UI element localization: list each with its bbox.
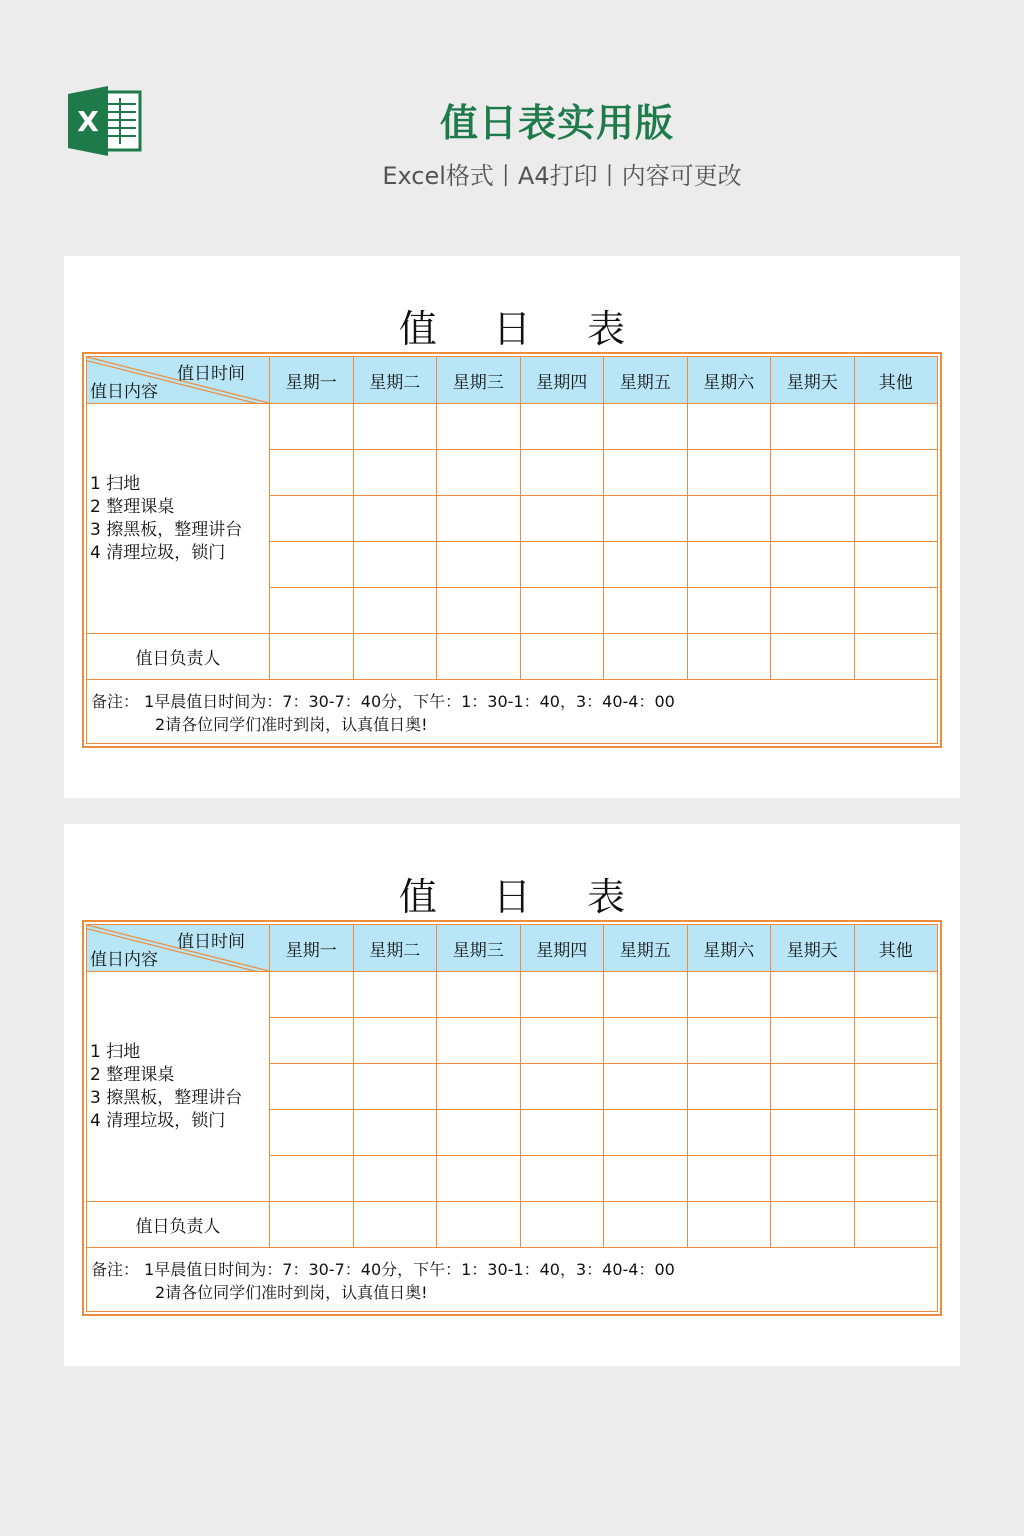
corner-content-label: 值日内容 — [90, 382, 158, 402]
duty-cell[interactable] — [687, 542, 771, 588]
duty-cell[interactable] — [353, 1156, 437, 1202]
duty-table-frame — [82, 920, 942, 1316]
day-header: 星期五 — [604, 925, 688, 972]
duty-cell[interactable] — [437, 542, 521, 588]
duty-cell[interactable] — [520, 450, 604, 496]
responsible-row — [87, 634, 938, 680]
duty-cell[interactable] — [604, 404, 688, 450]
responsible-cell[interactable] — [687, 634, 771, 680]
duty-cell[interactable] — [353, 1018, 437, 1064]
day-header: 星期二 — [353, 357, 437, 404]
duty-cell[interactable] — [604, 972, 688, 1018]
day-header: 星期六 — [687, 925, 771, 972]
duty-cell[interactable] — [353, 404, 437, 450]
duty-cell[interactable] — [771, 496, 855, 542]
table-header-row — [87, 357, 938, 404]
responsible-cell[interactable] — [520, 634, 604, 680]
duty-cell[interactable] — [604, 1064, 688, 1110]
duty-cell[interactable] — [270, 588, 354, 634]
duty-cell[interactable] — [437, 1156, 521, 1202]
duty-cell[interactable] — [854, 496, 938, 542]
duty-cell[interactable] — [604, 588, 688, 634]
duty-cell[interactable] — [854, 588, 938, 634]
corner-time-label: 值日时间 — [177, 364, 245, 384]
duty-cell[interactable] — [604, 1018, 688, 1064]
duty-table — [86, 924, 938, 1312]
duty-cell[interactable] — [437, 450, 521, 496]
duty-cell[interactable] — [604, 1156, 688, 1202]
duty-cell[interactable] — [353, 1110, 437, 1156]
duty-cell[interactable] — [771, 588, 855, 634]
task-list-cell — [87, 404, 270, 634]
duty-cell[interactable] — [771, 972, 855, 1018]
sheet-title: 值 日 表 — [398, 307, 648, 351]
responsible-cell[interactable] — [353, 634, 437, 680]
duty-table-frame — [82, 352, 942, 748]
duty-cell[interactable] — [687, 972, 771, 1018]
duty-cell[interactable] — [270, 404, 354, 450]
day-header: 星期三 — [437, 925, 521, 972]
task-item: 3 擦黑板，整理讲台 — [90, 519, 243, 540]
day-header: 星期天 — [771, 925, 855, 972]
task-list-cell — [87, 972, 270, 1202]
responsible-cell[interactable] — [687, 1202, 771, 1248]
duty-cell[interactable] — [604, 542, 688, 588]
responsible-cell[interactable] — [270, 634, 354, 680]
sheet-title: 值 日 表 — [398, 875, 648, 919]
day-header: 星期五 — [604, 357, 688, 404]
duty-cell[interactable] — [270, 450, 354, 496]
duty-cell[interactable] — [520, 1064, 604, 1110]
duty-cell[interactable] — [437, 1018, 521, 1064]
day-header: 其他 — [854, 925, 938, 972]
duty-cell[interactable] — [270, 1064, 354, 1110]
note-row — [87, 1248, 938, 1312]
duty-table — [86, 356, 938, 744]
duty-cell[interactable] — [771, 1110, 855, 1156]
responsible-cell[interactable] — [854, 634, 938, 680]
responsible-cell[interactable] — [520, 1202, 604, 1248]
duty-cell[interactable] — [604, 496, 688, 542]
day-header: 星期四 — [520, 925, 604, 972]
day-header: 星期天 — [771, 357, 855, 404]
task-item: 4 清理垃圾，锁门 — [90, 542, 226, 563]
note-line-1: 备注： 1早晨值日时间为：7：30-7：40分，下午：1：30-1：40，3：40-4：00 — [91, 692, 675, 711]
duty-cell[interactable] — [270, 1110, 354, 1156]
duty-cell[interactable] — [854, 1018, 938, 1064]
corner-cell — [87, 925, 270, 972]
table-header-row — [87, 925, 938, 972]
duty-cell[interactable] — [520, 1110, 604, 1156]
duty-sheet — [64, 256, 960, 798]
task-item: 2 整理课桌 — [90, 496, 175, 517]
duty-cell[interactable] — [771, 1156, 855, 1202]
day-header: 星期三 — [437, 357, 521, 404]
note-line-2: 2请各位同学们准时到岗，认真值日奥! — [155, 715, 428, 734]
duty-cell[interactable] — [437, 1110, 521, 1156]
day-header: 星期四 — [520, 357, 604, 404]
duty-cell[interactable] — [771, 404, 855, 450]
duty-cell[interactable] — [270, 496, 354, 542]
day-header: 其他 — [854, 357, 938, 404]
duty-cell[interactable] — [604, 1110, 688, 1156]
duty-sheet — [64, 824, 960, 1366]
day-header: 星期一 — [270, 357, 354, 404]
responsible-cell[interactable] — [437, 634, 521, 680]
duty-cell[interactable] — [437, 404, 521, 450]
duty-cell[interactable] — [687, 404, 771, 450]
duty-cell[interactable] — [854, 1156, 938, 1202]
duty-cell[interactable] — [687, 496, 771, 542]
duty-cell[interactable] — [270, 542, 354, 588]
responsible-cell[interactable] — [771, 634, 855, 680]
corner-content-label: 值日内容 — [90, 950, 158, 970]
duty-cell[interactable] — [854, 972, 938, 1018]
duty-cell[interactable] — [854, 1110, 938, 1156]
duty-cell[interactable] — [771, 1064, 855, 1110]
responsible-cell[interactable] — [604, 1202, 688, 1248]
duty-cell[interactable] — [520, 1156, 604, 1202]
day-header: 星期一 — [270, 925, 354, 972]
duty-cell[interactable] — [854, 542, 938, 588]
responsible-cell[interactable] — [854, 1202, 938, 1248]
duty-cell[interactable] — [437, 588, 521, 634]
task-item: 1 扫地 — [90, 473, 141, 494]
task-item: 1 扫地 — [90, 1041, 141, 1062]
svg-text:X: X — [77, 105, 99, 138]
responsible-label: 值日负责人 — [87, 634, 270, 680]
note-row — [87, 680, 938, 744]
duty-cell[interactable] — [437, 496, 521, 542]
table-row — [87, 972, 938, 1018]
corner-time-label: 值日时间 — [177, 932, 245, 952]
duty-cell[interactable] — [437, 972, 521, 1018]
duty-cell[interactable] — [353, 1064, 437, 1110]
duty-cell[interactable] — [520, 496, 604, 542]
responsible-cell[interactable] — [353, 1202, 437, 1248]
duty-cell[interactable] — [520, 972, 604, 1018]
responsible-cell[interactable] — [270, 1202, 354, 1248]
duty-cell[interactable] — [353, 972, 437, 1018]
duty-cell[interactable] — [771, 1018, 855, 1064]
responsible-row — [87, 1202, 938, 1248]
duty-cell[interactable] — [353, 450, 437, 496]
duty-cell[interactable] — [520, 542, 604, 588]
responsible-cell[interactable] — [771, 1202, 855, 1248]
page-subtitle: Excel格式丨A4打印丨内容可更改 — [382, 162, 742, 190]
corner-cell — [87, 357, 270, 404]
duty-cell[interactable] — [854, 450, 938, 496]
duty-cell[interactable] — [687, 1156, 771, 1202]
duty-cell[interactable] — [353, 588, 437, 634]
responsible-label: 值日负责人 — [87, 1202, 270, 1248]
day-header: 星期二 — [353, 925, 437, 972]
note-cell — [87, 1248, 938, 1312]
task-item: 2 整理课桌 — [90, 1064, 175, 1085]
note-line-2: 2请各位同学们准时到岗，认真值日奥! — [155, 1283, 428, 1302]
responsible-cell[interactable] — [437, 1202, 521, 1248]
task-item: 3 擦黑板，整理讲台 — [90, 1087, 243, 1108]
duty-cell[interactable] — [771, 450, 855, 496]
note-cell — [87, 680, 938, 744]
task-item: 4 清理垃圾，锁门 — [90, 1110, 226, 1131]
duty-cell[interactable] — [353, 496, 437, 542]
table-row — [87, 404, 938, 450]
duty-cell[interactable] — [520, 588, 604, 634]
page-title: 值日表实用版 — [439, 101, 674, 145]
responsible-cell[interactable] — [604, 634, 688, 680]
duty-cell[interactable] — [687, 1018, 771, 1064]
duty-cell[interactable] — [771, 542, 855, 588]
duty-cell[interactable] — [854, 404, 938, 450]
duty-cell[interactable] — [270, 1156, 354, 1202]
duty-cell[interactable] — [687, 1110, 771, 1156]
duty-cell[interactable] — [437, 1064, 521, 1110]
duty-cell[interactable] — [520, 1018, 604, 1064]
duty-cell[interactable] — [687, 588, 771, 634]
duty-cell[interactable] — [520, 404, 604, 450]
duty-cell[interactable] — [687, 1064, 771, 1110]
duty-cell[interactable] — [687, 450, 771, 496]
day-header: 星期六 — [687, 357, 771, 404]
duty-cell[interactable] — [604, 450, 688, 496]
note-line-1: 备注： 1早晨值日时间为：7：30-7：40分，下午：1：30-1：40，3：40-4：00 — [91, 1260, 675, 1279]
duty-cell[interactable] — [353, 542, 437, 588]
duty-cell[interactable] — [270, 1018, 354, 1064]
duty-cell[interactable] — [854, 1064, 938, 1110]
duty-cell[interactable] — [270, 972, 354, 1018]
